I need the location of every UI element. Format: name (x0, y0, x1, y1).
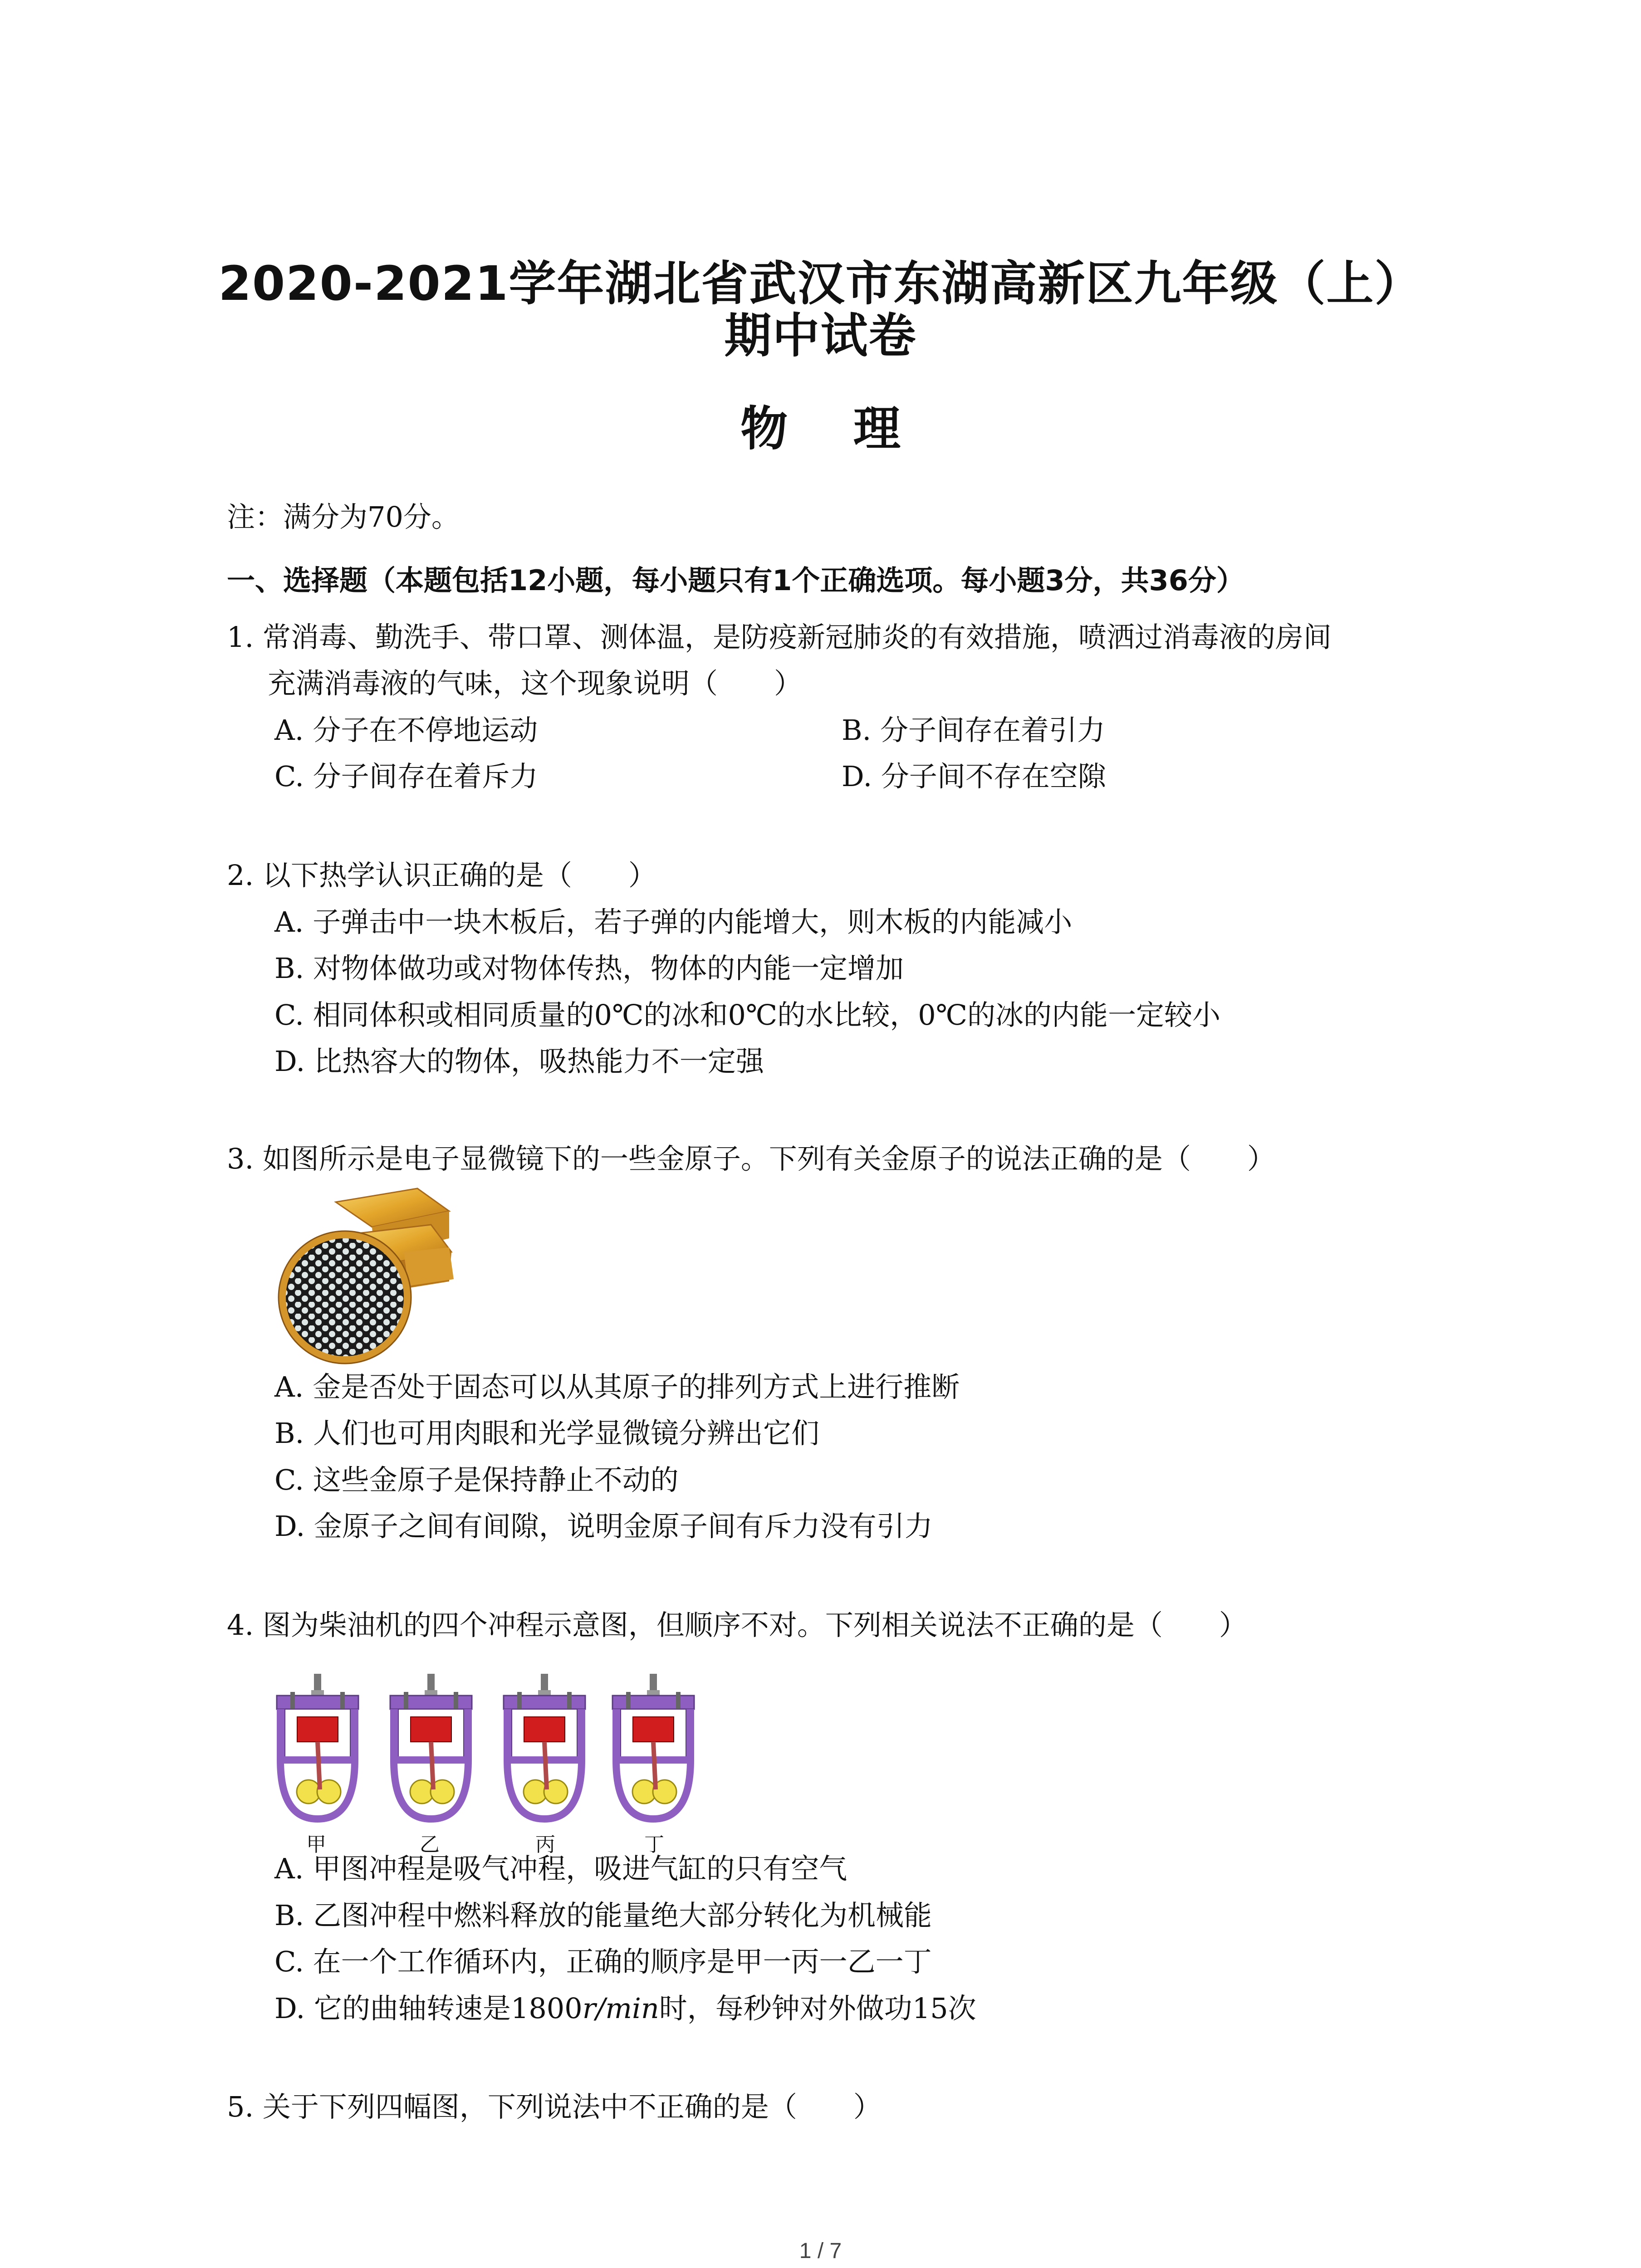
q4-option-b: B. 乙图冲程中燃料释放的能量绝大部分转化为机械能 (274, 1899, 932, 1932)
q4-option-d-text: D. 它的曲轴转速是1800 (274, 1992, 583, 2025)
title-line-2: 期中试卷 (724, 308, 917, 363)
q5-stem: 5. 关于下列四幅图，下列说法中不正确的是（ ） (227, 2090, 882, 2123)
engine-label-yi: 乙 (420, 1833, 440, 1856)
q1-option-b: B. 分子间存在着引力 (842, 714, 1105, 747)
q2-option-d: D. 比热容大的物体，吸热能力不一定强 (274, 1045, 764, 1078)
q3-option-c: C. 这些金原子是保持静止不动的 (274, 1463, 679, 1496)
q4-option-d-unit: r/min (582, 1992, 659, 2025)
q1-option-d: D. 分子间不存在空隙 (842, 760, 1106, 793)
engine-label-jia: 甲 (306, 1833, 326, 1856)
q2-option-b: B. 对物体做功或对物体传热，物体的内能一定增加 (274, 952, 904, 985)
q1-option-c: C. 分子间存在着斥力 (274, 760, 538, 793)
q2-stem: 2. 以下热学认识正确的是（ ） (227, 859, 656, 892)
q1-stem-line-2: 充满消毒液的气味，这个现象说明（ ） (268, 667, 803, 700)
q3-option-a: A. 金是否处于固态可以从其原子的排列方式上进行推断 (274, 1370, 960, 1403)
q4-option-d (274, 1990, 976, 2027)
diesel-strokes-figure (272, 1674, 717, 1855)
page-number: 1 / 7 (799, 2239, 842, 2263)
q2-option-a: A. 子弹击中一块木板后，若子弹的内能增大，则木板的内能减小 (274, 905, 1073, 938)
q4-option-c: C. 在一个工作循环内，正确的顺序是甲一丙一乙一丁 (274, 1945, 932, 1978)
q3-stem: 3. 如图所示是电子显微镜下的一些金原子。下列有关金原子的说法正确的是（ ） (227, 1142, 1275, 1175)
q3-option-b: B. 人们也可用肉眼和光学显微镜分辨出它们 (274, 1417, 819, 1450)
diesel-strokes-drawing (272, 1674, 717, 1828)
engine-label-bing: 丙 (535, 1833, 555, 1856)
score-note: 注：满分为70分。 (227, 500, 460, 533)
q4-option-a: A. 甲图冲程是吸气冲程，吸进气缸的只有空气 (274, 1852, 847, 1885)
gold-atoms-figure (268, 1184, 458, 1365)
q2-option-c: C. 相同体积或相同质量的0℃的冰和0℃的水比较，0℃的冰的内能一定较小 (274, 998, 1221, 1031)
section-heading: 一、选择题（本题包括12小题，每小题只有1个正确选项。每小题3分，共36分） (227, 564, 1244, 597)
q1-stem-line-1: 1. 常消毒、勤洗手、带口罩、测体温，是防疫新冠肺炎的有效措施，喷洒过消毒液的房间 (227, 621, 1332, 654)
title-line-1: 2020-2021学年湖北省武汉市东湖高新区九年级（上） (218, 256, 1423, 311)
q4-stem: 4. 图为柴油机的四个冲程示意图，但顺序不对。下列相关说法不正确的是（ ） (227, 1608, 1247, 1642)
subject-title: 物 理 (740, 401, 901, 456)
q1-option-a: A. 分子在不停地运动 (274, 714, 538, 747)
engine-label-ding: 丁 (644, 1833, 664, 1856)
q3-option-d: D. 金原子之间有间隙，说明金原子间有斥力没有引力 (274, 1510, 933, 1543)
q4-option-d-rest: 时，每秒钟对外做功15次 (659, 1992, 976, 2025)
